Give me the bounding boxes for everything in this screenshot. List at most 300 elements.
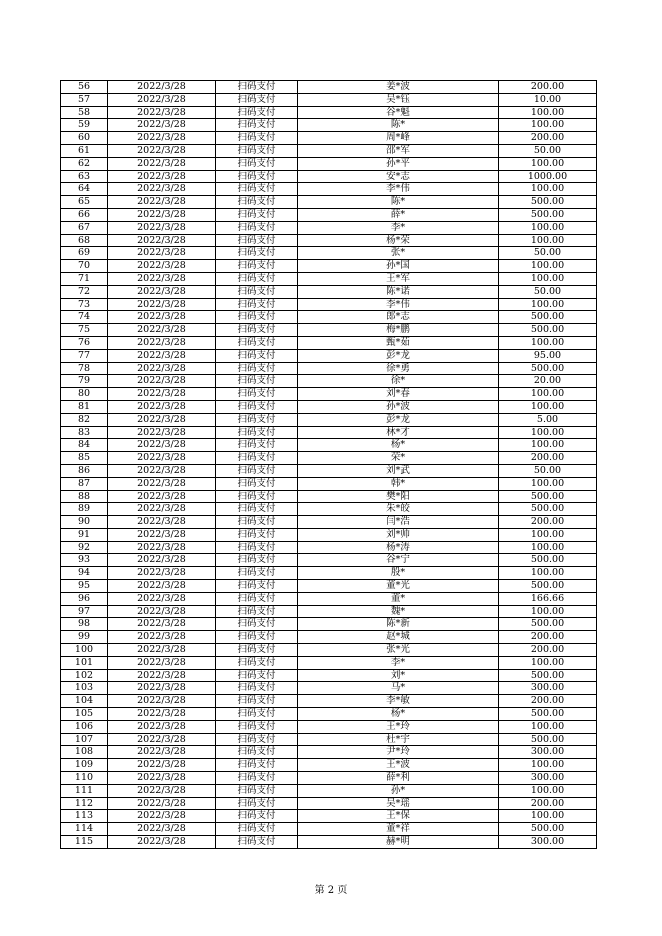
payment-method-cell: 扫码支付 [216, 682, 298, 695]
row-number-cell: 94 [61, 567, 108, 580]
row-number-cell: 83 [61, 426, 108, 439]
date-cell: 2022/3/28 [108, 759, 216, 772]
payer-name-cell: 董* [298, 592, 499, 605]
payer-name-cell: 尹*玲 [298, 746, 499, 759]
date-cell: 2022/3/28 [108, 426, 216, 439]
payment-method-cell: 扫码支付 [216, 260, 298, 273]
payer-name-cell: 吴*瑶 [298, 797, 499, 810]
amount-cell: 50.00 [499, 285, 597, 298]
payment-method-cell: 扫码支付 [216, 669, 298, 682]
payment-method-cell: 扫码支付 [216, 516, 298, 529]
table-row [61, 836, 597, 849]
table-row [61, 426, 597, 439]
row-number-cell: 73 [61, 298, 108, 311]
amount-cell: 100.00 [499, 183, 597, 196]
payer-name-cell: 姜*波 [298, 81, 499, 94]
payment-method-cell: 扫码支付 [216, 336, 298, 349]
date-cell: 2022/3/28 [108, 541, 216, 554]
row-number-cell: 103 [61, 682, 108, 695]
row-number-cell: 62 [61, 157, 108, 170]
payer-name-cell: 孙*平 [298, 157, 499, 170]
amount-cell: 300.00 [499, 682, 597, 695]
payer-name-cell: 周*峰 [298, 132, 499, 145]
amount-cell: 5.00 [499, 413, 597, 426]
date-cell: 2022/3/28 [108, 823, 216, 836]
payer-name-cell: 刘*帅 [298, 528, 499, 541]
table-row [61, 170, 597, 183]
date-cell: 2022/3/28 [108, 106, 216, 119]
payer-name-cell: 彭*龙 [298, 413, 499, 426]
amount-cell: 100.00 [499, 260, 597, 273]
date-cell: 2022/3/28 [108, 477, 216, 490]
payment-method-cell: 扫码支付 [216, 631, 298, 644]
row-number-cell: 101 [61, 656, 108, 669]
payment-method-cell: 扫码支付 [216, 567, 298, 580]
date-cell: 2022/3/28 [108, 567, 216, 580]
amount-cell: 200.00 [499, 81, 597, 94]
table-row [61, 580, 597, 593]
amount-cell: 500.00 [499, 618, 597, 631]
amount-cell: 300.00 [499, 746, 597, 759]
amount-cell: 200.00 [499, 452, 597, 465]
row-number-cell: 87 [61, 477, 108, 490]
amount-cell: 100.00 [499, 234, 597, 247]
date-cell: 2022/3/28 [108, 516, 216, 529]
table-row [61, 272, 597, 285]
amount-cell: 200.00 [499, 644, 597, 657]
amount-cell: 300.00 [499, 772, 597, 785]
payment-method-cell: 扫码支付 [216, 554, 298, 567]
table-row [61, 375, 597, 388]
payment-method-cell: 扫码支付 [216, 784, 298, 797]
payer-name-cell: 甄*茹 [298, 336, 499, 349]
row-number-cell: 81 [61, 400, 108, 413]
payment-method-cell: 扫码支付 [216, 477, 298, 490]
table-row [61, 221, 597, 234]
payer-name-cell: 董*光 [298, 580, 499, 593]
amount-cell: 200.00 [499, 631, 597, 644]
row-number-cell: 72 [61, 285, 108, 298]
payer-name-cell: 薛*利 [298, 772, 499, 785]
payment-method-cell: 扫码支付 [216, 823, 298, 836]
payment-method-cell: 扫码支付 [216, 170, 298, 183]
row-number-cell: 65 [61, 196, 108, 209]
date-cell: 2022/3/28 [108, 413, 216, 426]
date-cell: 2022/3/28 [108, 554, 216, 567]
table-row [61, 324, 597, 337]
payer-name-cell: 林*才 [298, 426, 499, 439]
payment-method-cell: 扫码支付 [216, 541, 298, 554]
table-row [61, 234, 597, 247]
amount-cell: 100.00 [499, 400, 597, 413]
date-cell: 2022/3/28 [108, 144, 216, 157]
amount-cell: 100.00 [499, 298, 597, 311]
date-cell: 2022/3/28 [108, 388, 216, 401]
date-cell: 2022/3/28 [108, 375, 216, 388]
row-number-cell: 77 [61, 349, 108, 362]
table-row [61, 797, 597, 810]
amount-cell: 100.00 [499, 759, 597, 772]
payer-name-cell: 郎*志 [298, 311, 499, 324]
payer-name-cell: 陈*新 [298, 618, 499, 631]
amount-cell: 200.00 [499, 695, 597, 708]
amount-cell: 10.00 [499, 93, 597, 106]
table-row [61, 336, 597, 349]
payer-name-cell: 李*敏 [298, 695, 499, 708]
payment-method-cell: 扫码支付 [216, 733, 298, 746]
payer-name-cell: 樊*阳 [298, 490, 499, 503]
date-cell: 2022/3/28 [108, 644, 216, 657]
payment-method-cell: 扫码支付 [216, 132, 298, 145]
payer-name-cell: 刘*春 [298, 388, 499, 401]
table-body [61, 81, 597, 849]
amount-cell: 100.00 [499, 272, 597, 285]
table-row [61, 464, 597, 477]
table-row [61, 208, 597, 221]
payment-method-cell: 扫码支付 [216, 375, 298, 388]
payer-name-cell: 杨* [298, 439, 499, 452]
date-cell: 2022/3/28 [108, 733, 216, 746]
row-number-cell: 105 [61, 708, 108, 721]
payer-name-cell: 董*祥 [298, 823, 499, 836]
row-number-cell: 88 [61, 490, 108, 503]
payment-method-cell: 扫码支付 [216, 81, 298, 94]
table-row [61, 452, 597, 465]
amount-cell: 100.00 [499, 784, 597, 797]
payment-method-cell: 扫码支付 [216, 759, 298, 772]
date-cell: 2022/3/28 [108, 324, 216, 337]
row-number-cell: 76 [61, 336, 108, 349]
row-number-cell: 85 [61, 452, 108, 465]
row-number-cell: 104 [61, 695, 108, 708]
payer-name-cell: 陈* [298, 119, 499, 132]
amount-cell: 500.00 [499, 490, 597, 503]
date-cell: 2022/3/28 [108, 183, 216, 196]
date-cell: 2022/3/28 [108, 170, 216, 183]
date-cell: 2022/3/28 [108, 592, 216, 605]
row-number-cell: 69 [61, 247, 108, 260]
date-cell: 2022/3/28 [108, 810, 216, 823]
payer-name-cell: 李* [298, 221, 499, 234]
table-row [61, 298, 597, 311]
row-number-cell: 102 [61, 669, 108, 682]
payment-method-cell: 扫码支付 [216, 708, 298, 721]
table-row [61, 260, 597, 273]
table-row [61, 554, 597, 567]
payer-name-cell: 薛* [298, 208, 499, 221]
table-row [61, 247, 597, 260]
payer-name-cell: 张*光 [298, 644, 499, 657]
amount-cell: 200.00 [499, 132, 597, 145]
amount-cell: 100.00 [499, 656, 597, 669]
payment-method-cell: 扫码支付 [216, 388, 298, 401]
table-row [61, 631, 597, 644]
payer-name-cell: 闫*浩 [298, 516, 499, 529]
amount-cell: 500.00 [499, 196, 597, 209]
table-row [61, 592, 597, 605]
amount-cell: 100.00 [499, 528, 597, 541]
amount-cell: 50.00 [499, 464, 597, 477]
row-number-cell: 68 [61, 234, 108, 247]
date-cell: 2022/3/28 [108, 669, 216, 682]
row-number-cell: 96 [61, 592, 108, 605]
payer-name-cell: 马* [298, 682, 499, 695]
table-row [61, 132, 597, 145]
amount-cell: 300.00 [499, 836, 597, 849]
table-row [61, 81, 597, 94]
payer-name-cell: 杨* [298, 708, 499, 721]
row-number-cell: 106 [61, 720, 108, 733]
payment-method-cell: 扫码支付 [216, 183, 298, 196]
date-cell: 2022/3/28 [108, 746, 216, 759]
payment-method-cell: 扫码支付 [216, 464, 298, 477]
amount-cell: 200.00 [499, 797, 597, 810]
payer-name-cell: 徐*勇 [298, 362, 499, 375]
payer-name-cell: 刘*武 [298, 464, 499, 477]
table-row [61, 285, 597, 298]
payer-name-cell: 孙* [298, 784, 499, 797]
amount-cell: 50.00 [499, 144, 597, 157]
date-cell: 2022/3/28 [108, 797, 216, 810]
payment-method-cell: 扫码支付 [216, 439, 298, 452]
amount-cell: 1000.00 [499, 170, 597, 183]
payment-method-cell: 扫码支付 [216, 221, 298, 234]
amount-cell: 500.00 [499, 311, 597, 324]
amount-cell: 100.00 [499, 221, 597, 234]
amount-cell: 20.00 [499, 375, 597, 388]
amount-cell: 100.00 [499, 605, 597, 618]
amount-cell: 100.00 [499, 567, 597, 580]
date-cell: 2022/3/28 [108, 618, 216, 631]
payment-method-cell: 扫码支付 [216, 810, 298, 823]
payment-method-cell: 扫码支付 [216, 324, 298, 337]
payment-method-cell: 扫码支付 [216, 426, 298, 439]
amount-cell: 100.00 [499, 119, 597, 132]
table-row [61, 746, 597, 759]
payment-method-cell: 扫码支付 [216, 400, 298, 413]
row-number-cell: 60 [61, 132, 108, 145]
payment-method-cell: 扫码支付 [216, 746, 298, 759]
payer-name-cell: 荣* [298, 452, 499, 465]
amount-cell: 100.00 [499, 388, 597, 401]
table-row [61, 196, 597, 209]
amount-cell: 95.00 [499, 349, 597, 362]
payment-method-cell: 扫码支付 [216, 528, 298, 541]
payer-name-cell: 邵*军 [298, 144, 499, 157]
amount-cell: 500.00 [499, 503, 597, 516]
payer-name-cell: 孙*波 [298, 400, 499, 413]
date-cell: 2022/3/28 [108, 772, 216, 785]
amount-cell: 500.00 [499, 324, 597, 337]
payer-name-cell: 杨*涛 [298, 541, 499, 554]
amount-cell: 100.00 [499, 336, 597, 349]
date-cell: 2022/3/28 [108, 695, 216, 708]
payer-name-cell: 朱*皎 [298, 503, 499, 516]
row-number-cell: 97 [61, 605, 108, 618]
table-row [61, 528, 597, 541]
date-cell: 2022/3/28 [108, 349, 216, 362]
row-number-cell: 57 [61, 93, 108, 106]
payment-method-cell: 扫码支付 [216, 605, 298, 618]
payer-name-cell: 王*军 [298, 272, 499, 285]
payment-method-cell: 扫码支付 [216, 119, 298, 132]
table-row [61, 772, 597, 785]
row-number-cell: 115 [61, 836, 108, 849]
row-number-cell: 78 [61, 362, 108, 375]
payer-name-cell: 陈*诺 [298, 285, 499, 298]
date-cell: 2022/3/28 [108, 362, 216, 375]
table-row [61, 644, 597, 657]
date-cell: 2022/3/28 [108, 605, 216, 618]
table-row [61, 733, 597, 746]
row-number-cell: 112 [61, 797, 108, 810]
amount-cell: 100.00 [499, 426, 597, 439]
payment-method-cell: 扫码支付 [216, 106, 298, 119]
payment-method-cell: 扫码支付 [216, 656, 298, 669]
row-number-cell: 111 [61, 784, 108, 797]
row-number-cell: 84 [61, 439, 108, 452]
amount-cell: 500.00 [499, 362, 597, 375]
payer-name-cell: 韩* [298, 477, 499, 490]
row-number-cell: 86 [61, 464, 108, 477]
row-number-cell: 100 [61, 644, 108, 657]
date-cell: 2022/3/28 [108, 400, 216, 413]
payment-method-cell: 扫码支付 [216, 772, 298, 785]
row-number-cell: 56 [61, 81, 108, 94]
payer-name-cell: 刘* [298, 669, 499, 682]
payer-name-cell: 王*波 [298, 759, 499, 772]
date-cell: 2022/3/28 [108, 234, 216, 247]
row-number-cell: 99 [61, 631, 108, 644]
date-cell: 2022/3/28 [108, 81, 216, 94]
date-cell: 2022/3/28 [108, 196, 216, 209]
date-cell: 2022/3/28 [108, 784, 216, 797]
payer-name-cell: 谷*魁 [298, 106, 499, 119]
row-number-cell: 90 [61, 516, 108, 529]
date-cell: 2022/3/28 [108, 208, 216, 221]
table-row [61, 119, 597, 132]
amount-cell: 100.00 [499, 720, 597, 733]
payer-name-cell: 李*伟 [298, 183, 499, 196]
row-number-cell: 95 [61, 580, 108, 593]
payment-method-cell: 扫码支付 [216, 836, 298, 849]
row-number-cell: 109 [61, 759, 108, 772]
table-row [61, 784, 597, 797]
table-row [61, 605, 597, 618]
table-row [61, 695, 597, 708]
payer-name-cell: 殷* [298, 567, 499, 580]
payer-name-cell: 杜*宇 [298, 733, 499, 746]
row-number-cell: 89 [61, 503, 108, 516]
payer-name-cell: 彭*龙 [298, 349, 499, 362]
date-cell: 2022/3/28 [108, 93, 216, 106]
date-cell: 2022/3/28 [108, 464, 216, 477]
payment-method-cell: 扫码支付 [216, 93, 298, 106]
row-number-cell: 66 [61, 208, 108, 221]
page-number: 第 2 页 [314, 885, 348, 896]
payment-method-cell: 扫码支付 [216, 695, 298, 708]
row-number-cell: 59 [61, 119, 108, 132]
payment-method-cell: 扫码支付 [216, 298, 298, 311]
date-cell: 2022/3/28 [108, 452, 216, 465]
table-row [61, 708, 597, 721]
payer-name-cell: 赵*城 [298, 631, 499, 644]
amount-cell: 100.00 [499, 810, 597, 823]
date-cell: 2022/3/28 [108, 221, 216, 234]
table-row [61, 682, 597, 695]
table-row [61, 362, 597, 375]
row-number-cell: 82 [61, 413, 108, 426]
table-row [61, 311, 597, 324]
amount-cell: 500.00 [499, 708, 597, 721]
payment-method-cell: 扫码支付 [216, 503, 298, 516]
table-row [61, 567, 597, 580]
payment-method-cell: 扫码支付 [216, 362, 298, 375]
payment-method-cell: 扫码支付 [216, 285, 298, 298]
row-number-cell: 107 [61, 733, 108, 746]
payment-method-cell: 扫码支付 [216, 452, 298, 465]
table-row [61, 516, 597, 529]
row-number-cell: 110 [61, 772, 108, 785]
payment-method-cell: 扫码支付 [216, 247, 298, 260]
row-number-cell: 93 [61, 554, 108, 567]
row-number-cell: 79 [61, 375, 108, 388]
amount-cell: 100.00 [499, 106, 597, 119]
payer-name-cell: 陈* [298, 196, 499, 209]
table-row [61, 810, 597, 823]
payment-method-cell: 扫码支付 [216, 144, 298, 157]
amount-cell: 500.00 [499, 669, 597, 682]
payment-method-cell: 扫码支付 [216, 490, 298, 503]
date-cell: 2022/3/28 [108, 272, 216, 285]
payment-method-cell: 扫码支付 [216, 592, 298, 605]
table-row [61, 656, 597, 669]
payer-name-cell: 李*伟 [298, 298, 499, 311]
table-row [61, 720, 597, 733]
table-row [61, 157, 597, 170]
payer-name-cell: 王*玲 [298, 720, 499, 733]
table-row [61, 144, 597, 157]
date-cell: 2022/3/28 [108, 157, 216, 170]
payer-name-cell: 赫*明 [298, 836, 499, 849]
row-number-cell: 80 [61, 388, 108, 401]
payment-method-cell: 扫码支付 [216, 272, 298, 285]
table-row [61, 669, 597, 682]
row-number-cell: 98 [61, 618, 108, 631]
date-cell: 2022/3/28 [108, 720, 216, 733]
payer-name-cell: 孙*国 [298, 260, 499, 273]
payment-method-cell: 扫码支付 [216, 208, 298, 221]
payment-method-cell: 扫码支付 [216, 157, 298, 170]
table-row [61, 490, 597, 503]
date-cell: 2022/3/28 [108, 580, 216, 593]
payment-method-cell: 扫码支付 [216, 580, 298, 593]
payment-method-cell: 扫码支付 [216, 234, 298, 247]
table-row [61, 439, 597, 452]
date-cell: 2022/3/28 [108, 260, 216, 273]
row-number-cell: 75 [61, 324, 108, 337]
amount-cell: 500.00 [499, 823, 597, 836]
amount-cell: 100.00 [499, 157, 597, 170]
table-row [61, 503, 597, 516]
payer-name-cell: 魏* [298, 605, 499, 618]
date-cell: 2022/3/28 [108, 836, 216, 849]
amount-cell: 100.00 [499, 541, 597, 554]
amount-cell: 500.00 [499, 733, 597, 746]
table-row [61, 413, 597, 426]
payer-name-cell: 梅*鹏 [298, 324, 499, 337]
table-row [61, 388, 597, 401]
